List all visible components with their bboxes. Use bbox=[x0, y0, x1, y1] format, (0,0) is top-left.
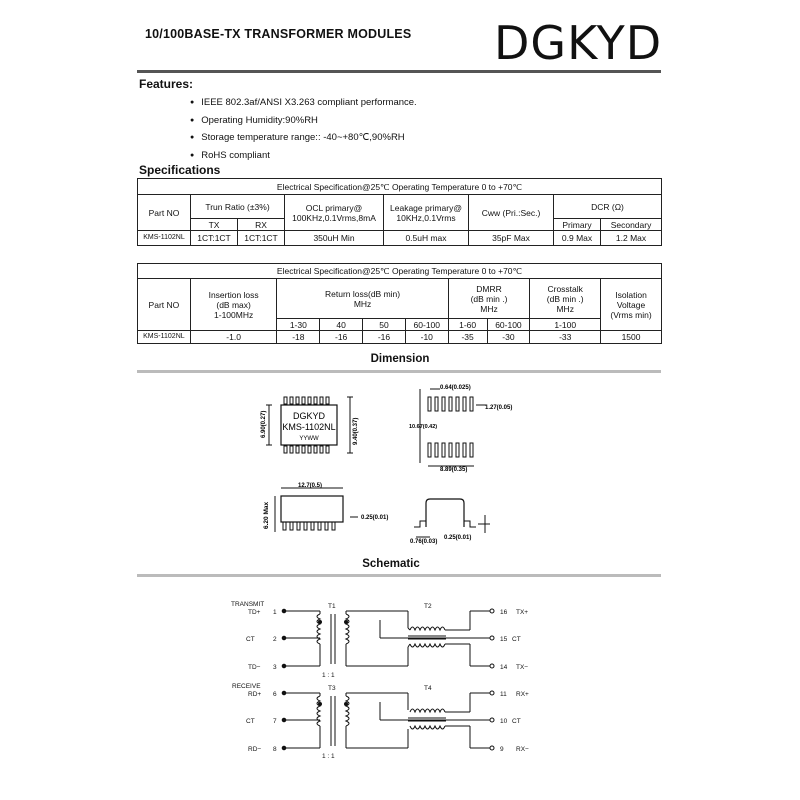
table2-rl: -16 bbox=[320, 331, 363, 344]
pin-label-left: TD− bbox=[248, 664, 261, 671]
t1-ratio: 1 : 1 bbox=[322, 672, 335, 679]
table-row bbox=[138, 331, 662, 344]
t1-label: T1 bbox=[328, 603, 336, 610]
table1-caption: Electrical Specification@25℃ Operating Temperature 0 to +70℃ bbox=[138, 179, 662, 195]
pin-label-right: RX− bbox=[516, 746, 529, 753]
feature-item: ● Storage temperature range:: -40~+80℃,90%RH bbox=[190, 129, 417, 147]
table2-isolation: 1500 bbox=[601, 331, 662, 344]
table1-primary: 0.9 Max bbox=[554, 231, 601, 246]
dim-lead-thk: 0.25(0.01) bbox=[361, 515, 389, 521]
pin-label-right: TX− bbox=[516, 664, 529, 671]
pin-label-left: CT bbox=[246, 718, 255, 725]
feature-item: ● IEEE 802.3af/ANSI X3.263 compliant performance. bbox=[190, 94, 417, 112]
feature-item: ● Operating Humidity:90%RH bbox=[190, 112, 417, 130]
chip-part-text: KMS-1102NL bbox=[282, 422, 336, 432]
pin-number-left: 8 bbox=[273, 746, 277, 753]
chip-date-text: YYWW bbox=[299, 436, 319, 442]
receive-label: RECEIVE bbox=[232, 683, 261, 690]
pin-label-left: RD+ bbox=[248, 691, 262, 698]
table2-dmrr-header: DMRR (dB min .) MHz bbox=[448, 279, 530, 319]
spec-table-1 bbox=[137, 178, 662, 246]
table2-crosstalk-header: Crosstalk (dB min .) MHz bbox=[530, 279, 601, 319]
header-divider bbox=[137, 70, 661, 73]
table2-rl: -18 bbox=[277, 331, 320, 344]
table2-dmrr: -35 bbox=[448, 331, 487, 344]
chip-brand-text: DGKYD bbox=[292, 411, 326, 421]
table2-crosstalk: -33 bbox=[530, 331, 601, 344]
t4-label: T4 bbox=[424, 685, 432, 692]
table1-ocl-header: OCL primary@ 100KHz,0.1Vrms,8mA bbox=[285, 195, 384, 231]
chip-end-view bbox=[426, 499, 464, 527]
table2-rl: -10 bbox=[405, 331, 448, 344]
schematic-divider bbox=[137, 574, 661, 577]
dimension-divider bbox=[137, 370, 661, 373]
table1-rx-header: RX bbox=[238, 219, 285, 231]
table2-return-loss-header: Return loss(dB min) MHz bbox=[277, 279, 448, 319]
schematic-diagram bbox=[0, 590, 800, 770]
table1-tx: 1CT:1CT bbox=[191, 231, 238, 246]
table2-rl-band: 60-100 bbox=[405, 319, 448, 331]
dim-lead: 1.27(0.05) bbox=[485, 405, 513, 411]
table1-cww-header: Cww (Pri.:Sec.) bbox=[469, 195, 554, 231]
table2-rl-band: 40 bbox=[320, 319, 363, 331]
table2-rl: -16 bbox=[363, 331, 406, 344]
t3-label: T3 bbox=[328, 685, 336, 692]
table2-insertion: -1.0 bbox=[190, 331, 277, 344]
pin-number-right: 9 bbox=[500, 746, 504, 753]
table1-rx: 1CT:1CT bbox=[238, 231, 285, 246]
table1-cww: 35pF Max bbox=[469, 231, 554, 246]
table1-tx-header: TX bbox=[191, 219, 238, 231]
dim-height-left: 6.90(0.27) bbox=[261, 410, 267, 438]
transmit-circuit bbox=[282, 609, 494, 668]
table2-part-no-header: Part NO bbox=[138, 279, 191, 331]
pin-label-right: CT bbox=[512, 636, 521, 643]
pin-number-right: 14 bbox=[500, 664, 508, 671]
pin-number-left: 1 bbox=[273, 609, 277, 616]
dim-pitch: 0.64(0.025) bbox=[440, 385, 471, 391]
table1-part-no-header: Part NO bbox=[138, 195, 191, 231]
table1-primary-header: Primary bbox=[554, 219, 601, 231]
dim-foot2: 0.25(0.01) bbox=[444, 535, 472, 541]
features-list bbox=[190, 94, 417, 164]
spec-table-2 bbox=[137, 263, 662, 344]
table-row bbox=[138, 231, 662, 246]
table2-insertion-header: Insertion loss (dB max) 1-100MHz bbox=[190, 279, 277, 331]
table2-isolation-header: Isolation Voltage (Vrms min) bbox=[601, 279, 662, 331]
pin-label-left: TD+ bbox=[248, 609, 261, 616]
table2-part: KMS-1102NL bbox=[138, 331, 191, 344]
document-title: 10/100BASE-TX TRANSFORMER MODULES bbox=[145, 27, 412, 41]
table1-secondary-header: Secondary bbox=[601, 219, 662, 231]
dim-max: 6.20 Max bbox=[263, 501, 270, 529]
dimension-drawing bbox=[0, 375, 800, 550]
table1-leakage: 0.5uH max bbox=[384, 231, 469, 246]
table2-dmrr-band: 60-100 bbox=[487, 319, 530, 331]
dim-length: 12.7(0.5) bbox=[298, 483, 323, 489]
table2-dmrr-band: 1-60 bbox=[448, 319, 487, 331]
pin-number-right: 11 bbox=[500, 691, 507, 698]
pin-label-right: RX+ bbox=[516, 691, 529, 698]
pin-number-right: 10 bbox=[500, 718, 508, 725]
table2-crosstalk-band: 1-100 bbox=[530, 319, 601, 331]
pin-number-right: 16 bbox=[500, 609, 508, 616]
pin-label-left: CT bbox=[246, 636, 255, 643]
table1-leakage-header: Leakage primary@ 10KHz,0.1Vrms bbox=[384, 195, 469, 231]
table1-ocl: 350uH Min bbox=[285, 231, 384, 246]
dim-total: 10.67(0.42) bbox=[409, 424, 438, 430]
table1-turn-ratio-header: Trun Ratio (±3%) bbox=[191, 195, 285, 219]
table1-dcr-header: DCR (Ω) bbox=[554, 195, 662, 219]
table2-caption: Electrical Specification@25℃ Operating Temperature 0 to +70℃ bbox=[138, 264, 662, 279]
transmit-label: TRANSMIT bbox=[231, 601, 265, 608]
features-heading: Features: bbox=[139, 77, 194, 91]
pin-number-left: 2 bbox=[273, 636, 277, 643]
table2-rl-band: 1-30 bbox=[277, 319, 320, 331]
pin-label-right: TX+ bbox=[516, 609, 529, 616]
dim-span: 8.89(0.35) bbox=[440, 467, 468, 473]
table1-secondary: 1.2 Max bbox=[601, 231, 662, 246]
chip-side-view bbox=[281, 496, 343, 522]
schematic-heading: Schematic bbox=[362, 558, 420, 570]
pin-number-right: 15 bbox=[500, 636, 508, 643]
pin-number-left: 3 bbox=[273, 664, 277, 671]
pin-label-right: CT bbox=[512, 718, 521, 725]
brand-logo: DGKYD bbox=[494, 16, 663, 70]
dimension-heading: Dimension bbox=[370, 353, 430, 365]
table2-dmrr: -30 bbox=[487, 331, 530, 344]
dim-width: 9.40(0.37) bbox=[353, 417, 359, 445]
specifications-heading: Specifications bbox=[139, 163, 221, 177]
receive-circuit bbox=[282, 691, 494, 750]
pin-label-left: RD− bbox=[248, 746, 262, 753]
pin-number-left: 6 bbox=[273, 691, 277, 698]
table1-part: KMS-1102NL bbox=[138, 231, 191, 246]
table2-rl-band: 50 bbox=[363, 319, 406, 331]
t3-ratio: 1 : 1 bbox=[322, 753, 335, 760]
t2-label: T2 bbox=[424, 603, 432, 610]
pin-number-left: 7 bbox=[273, 718, 277, 725]
feature-item: ● RoHS compliant bbox=[190, 147, 417, 165]
dim-foot: 0.76(0.03) bbox=[410, 539, 438, 545]
